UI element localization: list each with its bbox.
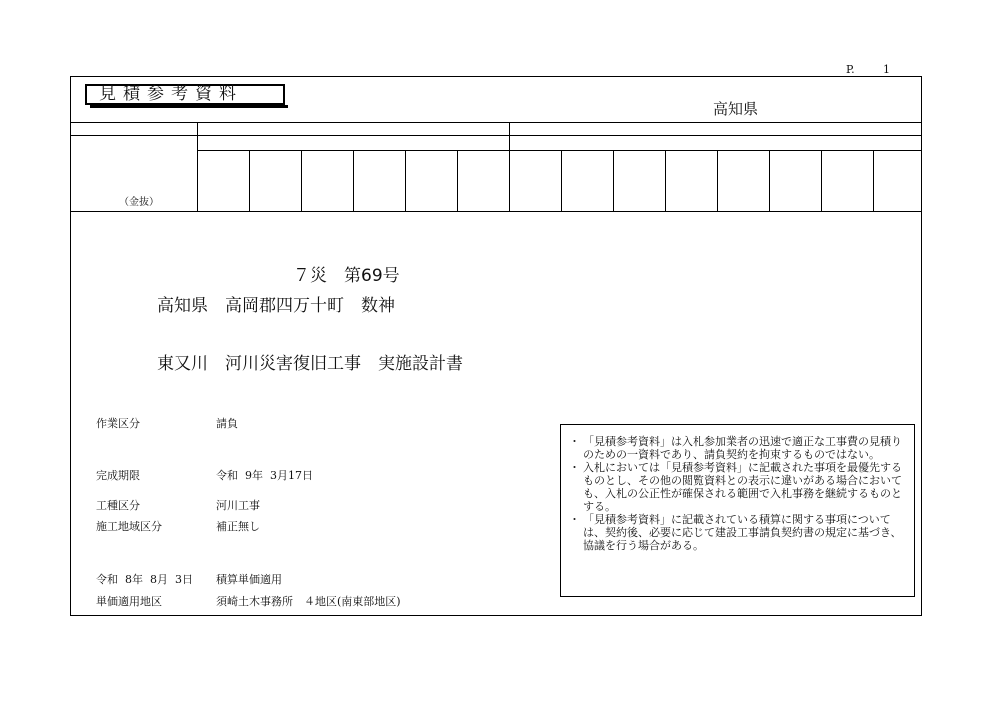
grid-line — [769, 150, 770, 211]
page-number-label: P. — [846, 63, 855, 76]
grid-line — [353, 150, 354, 211]
field-label: 施工地域区分 — [96, 520, 162, 533]
grid-line — [873, 150, 874, 211]
field-value: 積算単価適用 — [216, 573, 282, 586]
grid-line — [561, 150, 562, 211]
grid-line — [405, 150, 406, 211]
field-value: 請負 — [216, 417, 238, 430]
bullet-icon: ・ — [569, 435, 580, 448]
note-item — [569, 435, 906, 461]
grid-line — [71, 122, 921, 123]
grid-line — [509, 122, 510, 211]
field-value: 補正無し — [216, 520, 260, 533]
note-text: 「見積参考資料」は入札参加業者の迅速で適正な工事費の見積りのための一資料であり、請負契約を拘束するものではない。 — [583, 435, 902, 461]
page-number — [846, 63, 890, 76]
field-value: 令和 9年 3月17日 — [216, 469, 313, 482]
grid-line — [249, 150, 250, 211]
bullet-icon: ・ — [569, 513, 580, 526]
field-label: 令和 8年 8月 3日 — [96, 573, 193, 586]
field-value: 河川工事 — [216, 499, 260, 512]
document-frame — [70, 76, 922, 616]
prefecture-header: 高知県 — [713, 100, 759, 118]
note-item — [569, 513, 906, 552]
field-label: 完成期限 — [96, 469, 140, 482]
amount-excluded-note: （金抜） — [119, 197, 159, 208]
field-value: 須崎土木事務所 ４地区(南東部地区) — [216, 595, 401, 608]
grid-line — [71, 135, 921, 136]
grid-line — [613, 150, 614, 211]
grid-line — [665, 150, 666, 211]
note-item — [569, 461, 906, 513]
project-name: 東又川 河川災害復旧工事 実施設計書 — [157, 354, 463, 374]
notes-box — [560, 424, 915, 597]
document-title: 見積参考資料 — [85, 84, 285, 105]
field-label: 作業区分 — [96, 417, 140, 430]
grid-line — [821, 150, 822, 211]
grid-line — [197, 122, 198, 211]
note-text: 入札においては「見積参考資料」に記載された事項を最優先するものとし、その他の閲覧資料との表示に違いがある場合においても、入札の公正性が確保される範囲で入札事務を継続するものとする。 — [583, 461, 902, 513]
note-text: 「見積参考資料」に記載されている積算に関する事項については、契約後、必要に応じて建設工事請負契約書の規定に基づき、協議を行う場合がある。 — [583, 513, 902, 552]
grid-line — [301, 150, 302, 211]
field-label: 工種区分 — [96, 499, 140, 512]
grid-line — [457, 150, 458, 211]
project-location: 高知県 高岡郡四万十町 数神 — [157, 296, 395, 316]
grid-line — [197, 150, 921, 151]
grid-line — [717, 150, 718, 211]
grid-line — [71, 211, 921, 212]
field-label: 単価適用地区 — [96, 595, 162, 608]
project-number: ７災 第69号 — [293, 266, 400, 286]
page-number-value: 1 — [883, 63, 890, 76]
bullet-icon: ・ — [569, 461, 580, 474]
